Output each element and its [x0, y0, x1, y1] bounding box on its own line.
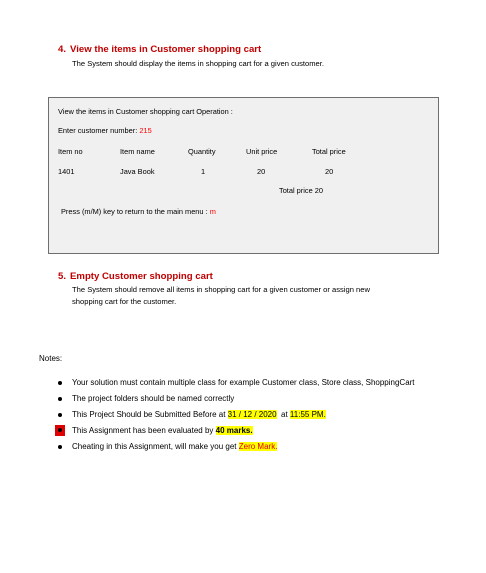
- return-menu-value: m: [209, 207, 216, 216]
- bullet-icon: [55, 425, 65, 436]
- customer-number-label: Enter customer number:: [58, 126, 140, 135]
- section-4-heading: [58, 44, 261, 55]
- note-text: Your solution must contain multiple class for example Customer class, Store class, ShoppingCart: [72, 378, 415, 387]
- section-5-heading: [58, 271, 213, 282]
- cell-quantity: 1: [201, 167, 206, 176]
- total-price-line: Total price 20: [279, 186, 323, 195]
- customer-number-value: 215: [139, 126, 152, 135]
- cell-unit-price: 20: [257, 167, 266, 176]
- section-5-number: 5.: [58, 271, 67, 282]
- marks-value: 40 marks.: [215, 426, 253, 435]
- note-text: This Assignment has been evaluated by: [72, 426, 216, 435]
- deadline-time: 11:55 PM.: [289, 410, 326, 419]
- list-item: [56, 407, 415, 423]
- note-text: This Project Should be Submitted Before at: [72, 410, 228, 419]
- header-item-name: Item name: [120, 147, 155, 156]
- bullet-icon: [58, 397, 62, 401]
- console-title: View the items in Customer shopping cart Operation :: [58, 107, 233, 116]
- section-5-description-line-2: shopping cart for the customer.: [72, 297, 177, 306]
- notes-list: [56, 375, 415, 455]
- list-item: [56, 391, 415, 407]
- deadline-date: 31 / 12 / 2020: [227, 410, 277, 419]
- note-text: The project folders should be named correctly: [72, 394, 235, 403]
- zero-mark-text: Zero Mark.: [238, 442, 278, 451]
- cell-item-name: Java Book: [120, 167, 155, 176]
- list-item: [56, 375, 415, 391]
- bullet-icon: [58, 381, 62, 385]
- customer-number-prompt: [58, 126, 152, 135]
- section-5-title: Empty Customer shopping cart: [70, 271, 213, 282]
- section-5-description-line-1: The System should remove all items in shopping cart for a given customer or assign new: [72, 285, 370, 294]
- cell-total-price: 20: [325, 167, 334, 176]
- notes-label: Notes:: [39, 354, 63, 363]
- header-total-price: Total price: [312, 147, 346, 156]
- return-menu-prompt: [61, 207, 216, 216]
- bullet-icon: [58, 413, 62, 417]
- section-4-number: 4.: [58, 44, 67, 55]
- console-output-box: [48, 97, 439, 254]
- bullet-icon: [58, 445, 62, 449]
- header-unit-price: Unit price: [246, 147, 278, 156]
- section-4-title: View the items in Customer shopping cart: [70, 44, 262, 55]
- section-4-description: The System should display the items in shopping cart for a given customer.: [72, 59, 324, 68]
- list-item: [56, 423, 415, 439]
- return-menu-label: Press (m/M) key to return to the main menu :: [61, 207, 210, 216]
- cell-item-no: 1401: [58, 167, 75, 176]
- note-text: at: [276, 410, 290, 419]
- note-text: Cheating in this Assignment, will make you get: [72, 442, 239, 451]
- list-item: [56, 439, 415, 455]
- header-item-no: Item no: [58, 147, 83, 156]
- header-quantity: Quantity: [188, 147, 216, 156]
